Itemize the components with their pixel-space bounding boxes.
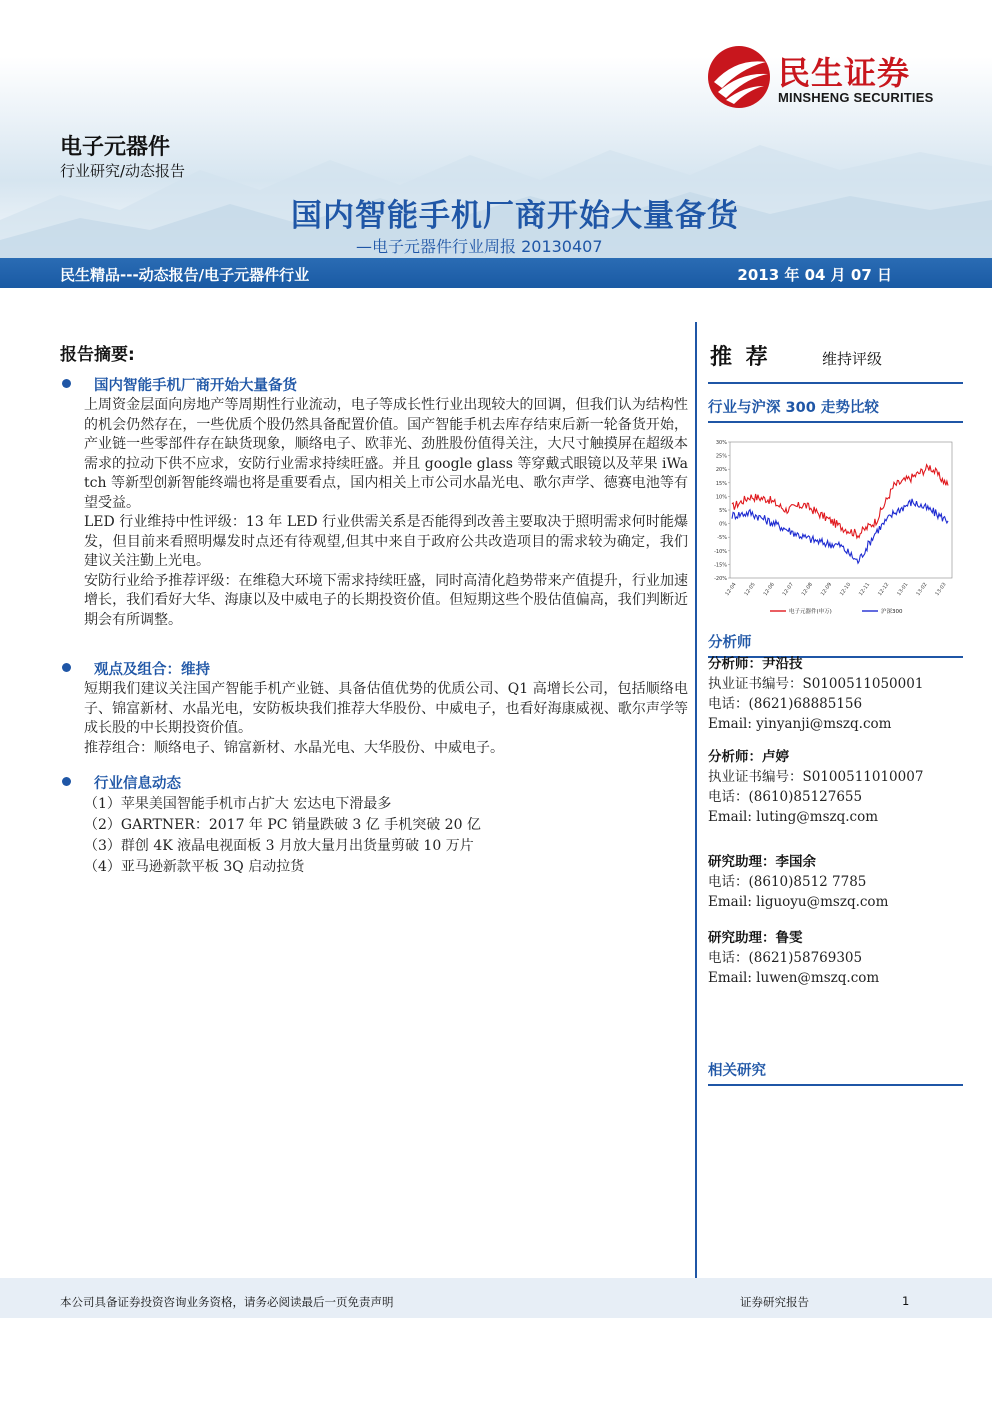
summary-section-2 bbox=[60, 658, 688, 758]
band-category: 民生精品---动态报告/电子元器件行业 bbox=[60, 266, 310, 284]
column-divider bbox=[695, 322, 697, 1306]
recommendation-box bbox=[708, 338, 963, 384]
analyst-phone: 电话：(8610)85127655 bbox=[708, 789, 863, 805]
page-number: 1 bbox=[902, 1294, 910, 1308]
report-type-label: 行业研究/动态报告 bbox=[60, 162, 186, 180]
y-tick-label: 5% bbox=[719, 508, 727, 514]
footer-report-label: 证券研究报告 bbox=[740, 1295, 809, 1309]
news-item: （4）亚马逊新款平板 3Q 启动拉货 bbox=[84, 859, 305, 875]
legend-label: 沪深300 bbox=[881, 609, 903, 615]
x-tick-label: 12-08 bbox=[800, 581, 815, 598]
y-tick-label: 0% bbox=[719, 521, 727, 528]
analyst-name: 分析师：卢婷 bbox=[708, 749, 789, 765]
bullet-icon bbox=[62, 777, 71, 786]
brand-name-cn: 民生证券 bbox=[778, 54, 911, 92]
chart-svg bbox=[708, 430, 958, 622]
analyst-cert: 执业证书编号：S0100511050001 bbox=[708, 676, 924, 692]
summary-section-3 bbox=[60, 772, 688, 878]
legend-label: 电子元器件(申万) bbox=[789, 609, 832, 615]
chart-heading: 行业与沪深 300 走势比较 bbox=[708, 396, 963, 423]
y-tick-label: -5% bbox=[717, 535, 727, 542]
x-tick-label: 12-09 bbox=[819, 581, 834, 598]
report-header bbox=[0, 0, 992, 258]
y-tick-label: 20% bbox=[715, 467, 727, 474]
y-tick-label: 30% bbox=[715, 440, 727, 446]
section-heading bbox=[60, 772, 688, 794]
y-tick-label: -10% bbox=[714, 548, 727, 555]
footer-disclaimer: 本公司具备证券投资咨询业务资格，请务必阅读最后一页免责声明 bbox=[60, 1295, 394, 1309]
analyst-phone: 电话：(8621)58769305 bbox=[708, 950, 863, 966]
analyst-email[interactable]: Email: yinyanji@mszq.com bbox=[708, 716, 892, 732]
y-tick-label: -20% bbox=[714, 576, 727, 582]
section-heading-text: 观点及组合：维持 bbox=[94, 662, 210, 678]
analyst-cert: 执业证书编号：S0100511010007 bbox=[708, 769, 924, 785]
analyst-email[interactable]: Email: luwen@mszq.com bbox=[708, 970, 880, 986]
summary-paragraph: 上周资金层面向房地产等周期性行业流动，电子等成长性行业出现较大的回调，但我们认为结构性的机会仍然存在，一些优质个股仍然具备配置价值。国产智能手机去库存结束后新一轮备货开始，产业链一些零部件存在缺货现象，顺络电子、欧菲光、劲胜股份值得关注，大尺寸触摸屏在超级本需求的拉动下供不应求，安防行业需求持续旺盛。并且 google glass 等穿戴式眼镜以及苹果 iWatch 等新型创新智能终端也将是重要看点，国内相关上市公司水晶光电、歌尔声学、德赛电池等有望受益。 bbox=[84, 397, 688, 511]
analyst-phone: 电话：(8621)68885156 bbox=[708, 696, 863, 712]
analyst-name: 研究助理：李国余 bbox=[708, 854, 816, 870]
analyst-block bbox=[708, 654, 963, 734]
header-band bbox=[0, 258, 992, 288]
series-line-0 bbox=[732, 465, 948, 538]
section-heading-text: 国内智能手机厂商开始大量备货 bbox=[94, 378, 297, 394]
report-date: 2013 年 04 月 07 日 bbox=[737, 266, 892, 284]
analyst-heading: 分析师 bbox=[708, 631, 963, 658]
section-heading bbox=[60, 658, 688, 680]
news-item: （2）GARTNER：2017 年 PC 销量跌破 3 亿 手机突破 20 亿 bbox=[84, 817, 481, 833]
x-tick-label: 12-12 bbox=[877, 581, 891, 598]
x-tick-label: 12-10 bbox=[838, 581, 853, 598]
summary-paragraph: 安防行业给予推荐评级：在维稳大环境下需求持续旺盛，同时高清化趋势带来产值提升，行业加速增长，我们看好大华、海康以及中威电子的长期投资价值。但短期这些个股估值偏高，我们判断近期会有所调整。 bbox=[84, 572, 688, 628]
analyst-block bbox=[708, 852, 963, 912]
report-title: 国内智能手机厂商开始大量备货 bbox=[291, 198, 739, 234]
x-tick-label: 12-06 bbox=[762, 581, 776, 598]
report-subtitle: —电子元器件行业周报 20130407 bbox=[356, 237, 603, 256]
performance-chart bbox=[708, 430, 958, 622]
x-tick-label: 13-03 bbox=[934, 581, 948, 598]
bullet-icon bbox=[62, 379, 71, 388]
y-tick-label: 10% bbox=[715, 494, 727, 501]
summary-section-1 bbox=[60, 374, 688, 630]
bullet-icon bbox=[62, 663, 71, 672]
plot-frame bbox=[730, 442, 952, 578]
x-tick-label: 12-04 bbox=[724, 581, 738, 598]
analyst-block bbox=[708, 747, 963, 827]
analyst-name: 研究助理：鲁雯 bbox=[708, 930, 803, 946]
analyst-name: 分析师：尹沿技 bbox=[708, 656, 803, 672]
section-heading-text: 行业信息动态 bbox=[94, 776, 181, 792]
x-tick-label: 13-02 bbox=[915, 581, 929, 598]
summary-paragraph: 推荐组合：顺络电子、锦富新材、水晶光电、大华股份、中威电子。 bbox=[84, 739, 504, 756]
summary-paragraph: 短期我们建议关注国产智能手机产业链、具备估值优势的优质公司、Q1 高增长公司，包括顺络电子、锦富新材、水晶光电，安防板块我们推荐大华股份、中威电子，也看好海康威视、歌尔声学等成长股的中长期投资价值。 bbox=[84, 681, 688, 736]
analyst-block bbox=[708, 928, 963, 988]
minsheng-logo-icon bbox=[706, 44, 772, 110]
news-item: （3）群创 4K 液晶电视面板 3 月放大量月出货量剪破 10 万片 bbox=[84, 838, 474, 854]
y-tick-label: 15% bbox=[715, 480, 727, 487]
related-research-heading: 相关研究 bbox=[708, 1059, 963, 1086]
analyst-email[interactable]: Email: liguoyu@mszq.com bbox=[708, 894, 889, 910]
analyst-email[interactable]: Email: luting@mszq.com bbox=[708, 809, 879, 825]
industry-label: 电子元器件 bbox=[60, 135, 171, 160]
y-tick-label: 25% bbox=[715, 453, 727, 460]
y-tick-label: -15% bbox=[714, 562, 727, 569]
x-tick-label: 12-11 bbox=[858, 581, 872, 598]
analyst-phone: 电话：(8610)8512 7785 bbox=[708, 874, 867, 890]
series-line-1 bbox=[732, 499, 948, 563]
x-tick-label: 12-05 bbox=[743, 581, 757, 598]
recommendation-label: 推 荐 bbox=[710, 345, 771, 370]
x-tick-label: 12-07 bbox=[781, 581, 795, 598]
summary-paragraph: LED 行业维持中性评级：13 年 LED 行业供需关系是否能得到改善主要取决于照明需求何时能爆发，但目前来看照明爆发时点还有待观望,但其中来自于政府公共改造项目的需求较为确定，我们建议关注勤上光电。 bbox=[84, 514, 688, 569]
section-heading bbox=[60, 374, 688, 396]
summary-title: 报告摘要: bbox=[60, 345, 135, 365]
news-item: （1）苹果美国智能手机市占扩大 宏达电下滑最多 bbox=[84, 796, 392, 812]
brand-logo bbox=[706, 44, 936, 114]
x-tick-label: 13-01 bbox=[896, 581, 910, 598]
rating-value: 维持评级 bbox=[822, 350, 883, 368]
brand-name-en: MINSHENG SECURITIES bbox=[778, 90, 934, 105]
